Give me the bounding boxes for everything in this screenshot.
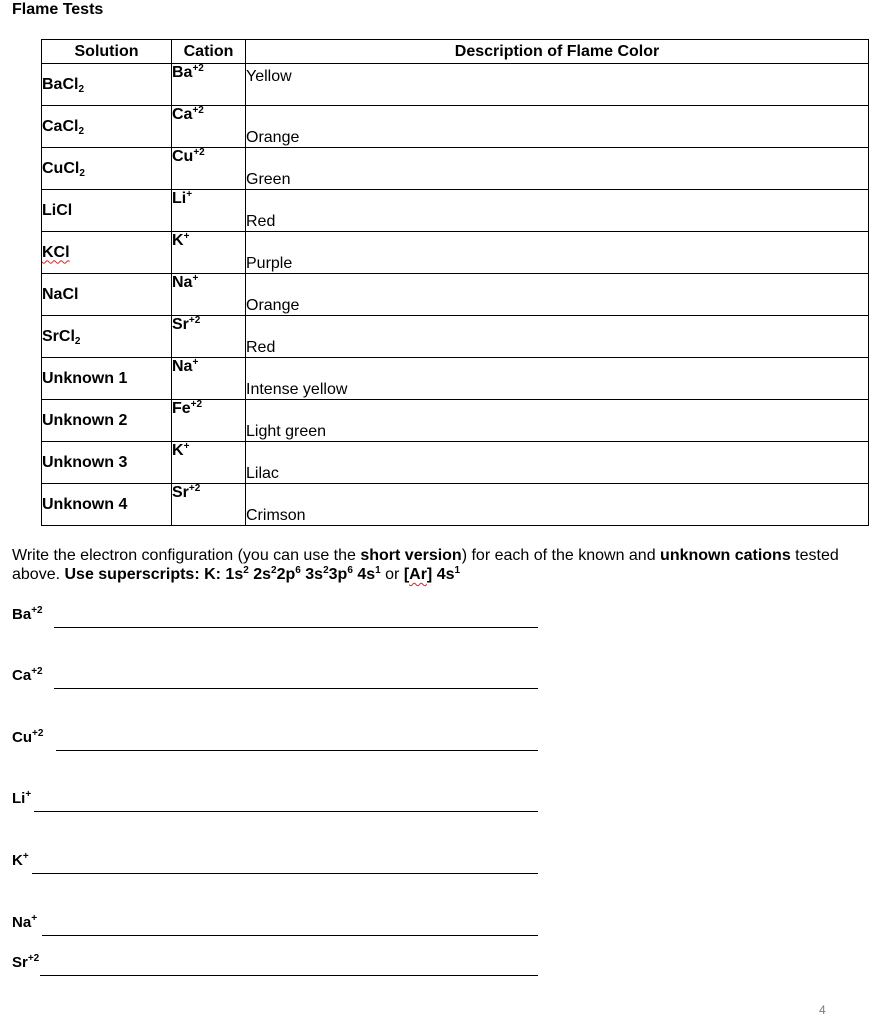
header-description: Description of Flame Color	[246, 40, 869, 64]
ion-symbol: Ca	[12, 667, 32, 684]
solution-cell	[42, 190, 172, 232]
example-part: 3p	[328, 566, 348, 583]
solution-subscript: 2	[78, 83, 85, 95]
solution-name: NaCl	[42, 285, 79, 303]
cation-symbol: K	[172, 442, 184, 459]
solution-cell	[42, 442, 172, 484]
example-part: [	[403, 566, 410, 583]
cation-charge: +2	[190, 399, 203, 410]
ion-symbol: Na	[12, 914, 32, 931]
ion-symbol: Cu	[12, 729, 32, 746]
cation-symbol: Ba	[172, 64, 193, 81]
answer-blank-line[interactable]	[42, 935, 538, 936]
flame-color-cell[interactable]	[246, 316, 869, 358]
solution-cell	[42, 316, 172, 358]
flame-color-cell[interactable]	[246, 274, 869, 316]
flame-color-cell[interactable]	[246, 232, 869, 274]
ion-label	[12, 790, 31, 807]
table-row	[42, 106, 869, 148]
answer-row	[12, 606, 538, 628]
example-part: 2p	[276, 566, 296, 583]
table-row	[42, 484, 869, 526]
solution-name: BaCl	[42, 75, 79, 93]
answer-row	[12, 790, 538, 812]
example-sup: 6	[347, 565, 353, 576]
example-sup: 2	[243, 565, 249, 576]
ion-symbol: K	[12, 852, 23, 869]
table-header-row	[42, 40, 869, 64]
solution-cell	[42, 274, 172, 316]
cation-symbol: K	[172, 232, 184, 249]
header-cation: Cation	[172, 40, 246, 64]
ion-label	[12, 606, 43, 623]
ion-charge: +	[22, 851, 29, 862]
solution-subscript: 2	[78, 125, 85, 137]
flame-color-text: Red	[246, 213, 276, 230]
solution-cell	[42, 358, 172, 400]
solution-name: SrCl	[42, 327, 75, 345]
table-row	[42, 64, 869, 106]
flame-color-text: Orange	[246, 297, 300, 314]
ion-label	[12, 954, 39, 971]
cation-symbol: Ca	[172, 106, 193, 123]
ion-label	[12, 914, 37, 931]
solution-subscript: 2	[74, 335, 81, 347]
ion-charge: +2	[27, 953, 40, 964]
solution-name: Unknown 1	[42, 369, 128, 387]
table-row	[42, 274, 869, 316]
cation-cell	[172, 358, 246, 400]
ion-charge: +2	[31, 605, 43, 616]
answer-blank-line[interactable]	[56, 750, 538, 751]
ion-charge: +2	[31, 666, 43, 677]
solution-subscript: 2	[79, 167, 85, 179]
flame-color-text: Crimson	[246, 507, 306, 524]
solution-cell	[42, 484, 172, 526]
ion-charge: +	[25, 789, 32, 800]
solution-name: CaCl	[42, 117, 79, 135]
flame-color-text: Light green	[246, 423, 327, 440]
answer-row	[12, 729, 538, 751]
ion-symbol: Ba	[12, 606, 32, 623]
solution-name: Unknown 2	[42, 411, 128, 429]
example-or: or	[380, 566, 404, 583]
cation-cell	[172, 442, 246, 484]
solution-name: Unknown 3	[42, 453, 128, 471]
cation-charge: +2	[192, 105, 204, 116]
flame-color-cell[interactable]	[246, 148, 869, 190]
cation-charge: +	[183, 441, 190, 452]
table-row	[42, 190, 869, 232]
cation-symbol: Na	[172, 274, 193, 291]
cation-charge: +	[192, 273, 199, 284]
flame-color-text: Intense yellow	[246, 381, 348, 398]
example-sup: 2	[271, 565, 277, 576]
table-row	[42, 400, 869, 442]
solution-name: CuCl	[42, 159, 80, 177]
cation-cell	[172, 64, 246, 106]
answer-blank-line[interactable]	[54, 688, 538, 689]
answer-blank-line[interactable]	[32, 873, 538, 874]
ion-symbol: Sr	[12, 954, 28, 971]
flame-color-cell[interactable]	[246, 442, 869, 484]
cation-cell	[172, 484, 246, 526]
cation-charge: +2	[193, 147, 205, 158]
solution-name: LiCl	[42, 201, 73, 219]
flame-color-text: Orange	[246, 129, 300, 146]
cation-charge: +	[183, 231, 190, 242]
answer-row	[12, 852, 538, 874]
flame-color-text: Red	[246, 339, 276, 356]
cation-symbol: Cu	[172, 148, 194, 165]
cation-symbol: Li	[172, 190, 187, 207]
solution-name: KCl	[42, 243, 70, 261]
cation-charge: +	[186, 189, 193, 200]
example-sup: 1	[375, 565, 381, 576]
cation-charge: +2	[188, 483, 201, 494]
header-solution: Solution	[42, 40, 172, 64]
flame-color-cell[interactable]	[246, 106, 869, 148]
answer-blank-line[interactable]	[54, 627, 538, 628]
solution-cell	[42, 106, 172, 148]
flame-color-cell[interactable]	[246, 484, 869, 526]
flame-color-text: Green	[246, 171, 291, 188]
example-sup: 1	[454, 565, 461, 576]
table-body	[42, 64, 869, 526]
flame-color-cell[interactable]	[246, 400, 869, 442]
solution-cell	[42, 64, 172, 106]
flame-color-cell[interactable]	[246, 190, 869, 232]
instructions-bold-short-version: short version	[360, 547, 462, 564]
cation-cell	[172, 274, 246, 316]
flame-test-table	[41, 39, 869, 526]
instructions-text-2: ) for each of the known and	[461, 547, 661, 564]
flame-color-cell[interactable]	[246, 64, 869, 106]
cation-cell	[172, 316, 246, 358]
example-part: 4s	[432, 566, 455, 583]
ion-charge: +	[31, 913, 38, 924]
cation-cell	[172, 190, 246, 232]
example-prefix: Use superscripts: K: 1s	[64, 566, 244, 583]
cation-cell	[172, 232, 246, 274]
flame-color-text: Lilac	[246, 465, 279, 482]
cation-symbol: Na	[172, 358, 193, 375]
flame-color-text: Purple	[246, 255, 293, 272]
instructions-text-1: Write the electron configuration (you can use the	[12, 547, 361, 564]
example-part: ]	[426, 566, 433, 583]
ion-symbol: Li	[12, 790, 26, 807]
answer-row	[12, 954, 538, 976]
answer-row	[12, 667, 538, 689]
solution-cell	[42, 400, 172, 442]
ion-charge: +2	[32, 728, 44, 739]
cation-symbol: Fe	[172, 400, 191, 417]
table-row	[42, 232, 869, 274]
example-ar: Ar	[409, 566, 427, 583]
instructions-bold-unknown: unknown cations	[660, 547, 791, 564]
ion-label	[12, 852, 29, 869]
cation-charge: +	[192, 357, 199, 368]
ion-label	[12, 667, 43, 684]
page-number: 4	[819, 1003, 826, 1017]
instructions-paragraph	[12, 546, 842, 584]
instructions-text-3: tested above.	[12, 547, 839, 583]
cation-cell	[172, 400, 246, 442]
table-row	[42, 316, 869, 358]
example-sup: 6	[295, 565, 301, 576]
flame-color-text: Yellow	[246, 68, 292, 85]
solution-name: Unknown 4	[42, 495, 128, 513]
table-row	[42, 358, 869, 400]
example-ar-notation	[404, 566, 460, 583]
solution-cell	[42, 148, 172, 190]
cation-symbol: Sr	[172, 316, 189, 333]
answer-blank-line[interactable]	[40, 975, 538, 976]
example-part: 3s	[300, 566, 324, 583]
cation-cell	[172, 148, 246, 190]
instructions-example	[64, 566, 380, 583]
cation-symbol: Sr	[172, 484, 189, 501]
ion-label	[12, 729, 43, 746]
page-title: Flame Tests	[12, 1, 104, 18]
cation-charge: +2	[188, 315, 201, 326]
answer-blank-line[interactable]	[34, 811, 538, 812]
example-part: 2s	[248, 566, 272, 583]
cation-charge: +2	[192, 63, 204, 74]
cation-cell	[172, 106, 246, 148]
table-row	[42, 148, 869, 190]
example-part: 4s	[352, 566, 376, 583]
flame-color-cell[interactable]	[246, 358, 869, 400]
solution-cell	[42, 232, 172, 274]
answer-row	[12, 914, 538, 936]
example-sup: 2	[323, 565, 329, 576]
table-row	[42, 442, 869, 484]
